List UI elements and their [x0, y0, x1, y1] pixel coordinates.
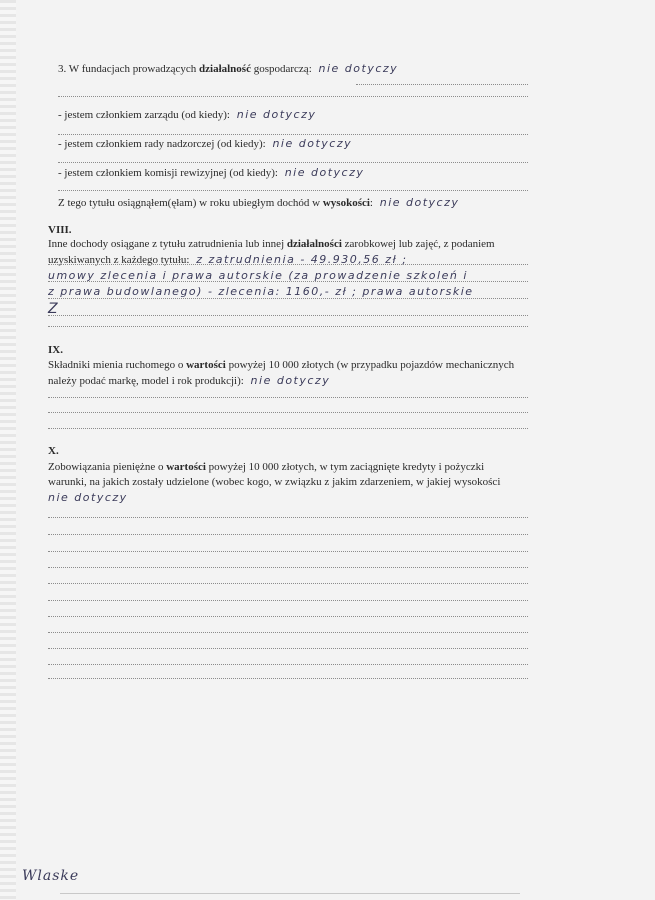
section10-dotline-1 — [48, 517, 528, 518]
section8-heading: VIII. — [48, 224, 72, 236]
section8-line1 — [48, 237, 495, 252]
audit-row — [58, 166, 364, 180]
section8-line2-answer: z zatrudnienia - 49.930,56 zł ; — [196, 253, 408, 266]
section9-dotline-1 — [48, 397, 528, 398]
supervisory-answer: nie dotyczy — [272, 137, 353, 150]
item3-label-bold: działalność — [199, 63, 251, 75]
section9-line2-label: należy podać markę, model i rok produkcji): — [48, 375, 244, 387]
item3-extra-line — [58, 96, 528, 97]
section10-line1-pre: Zobowiązania pieniężne o — [48, 461, 167, 473]
section8-line3-answer: umowy zlecenia i prawa autorskie (za prowadzenie szkoleń i — [48, 269, 468, 282]
income-label-pre: Z tego tytułu osiągnąłem(ęłam) w roku ubiegłym dochód w — [58, 197, 323, 209]
section10-line3 — [48, 490, 128, 506]
audit-label: - jestem członkiem komisji rewizyjnej (od kiedy): — [58, 167, 278, 179]
section10-dotline-7 — [48, 616, 528, 617]
section8-line1-post: zarobkowej lub zajęć, z podaniem — [341, 238, 495, 250]
board-row — [58, 108, 316, 122]
section10-dotline-9 — [48, 648, 528, 649]
section10-dotline-6 — [48, 600, 528, 601]
footer-rule — [60, 893, 520, 894]
board-answer: nie dotyczy — [236, 108, 317, 121]
supervisory-row — [58, 137, 352, 151]
board-extra-line — [58, 134, 528, 135]
signature: Wlaske — [22, 868, 80, 884]
section8-line4-answer: z prawa budowlanego) - zlecenia: 1160,- zł ; prawa autorskie — [48, 285, 474, 298]
section8-line1-pre: Inne dochody osiągane z tytułu zatrudnienia lub innej — [48, 238, 287, 250]
section9-line1-post: powyżej 10 000 złotych (w przypadku pojazdów mechanicznych — [225, 359, 515, 371]
section10-dotline-11 — [48, 678, 528, 679]
section10-dotline-10 — [48, 664, 528, 665]
audit-answer: nie dotyczy — [284, 166, 365, 179]
section8-dotline-2 — [48, 281, 528, 282]
section10-line2: warunki, na jakich zostały udzielone (wobec kogo, w związku z jakim zdarzeniem, w jakiej wysokości — [48, 476, 501, 488]
section9-line1 — [48, 358, 514, 373]
income-label-post: : — [369, 197, 373, 209]
supervisory-extra-line — [58, 162, 528, 163]
item3-row — [58, 62, 398, 76]
item3-label-pre: 3. W fundacjach prowadzących — [58, 63, 200, 75]
section8-dotline-4 — [48, 315, 528, 316]
section10-heading: X. — [48, 445, 59, 457]
section8-dotline-3 — [48, 298, 528, 299]
board-label: - jestem członkiem zarządu (od kiedy): — [58, 109, 230, 121]
section8-dotline-1 — [48, 264, 528, 265]
section8-line2-label: uzyskiwanych z każdego tytułu: — [48, 254, 190, 266]
section10-dotline-2 — [48, 534, 528, 535]
section9-line2 — [48, 373, 330, 389]
section10-line1-post: powyżej 10 000 złotych, w tym zaciągnięte kredyty i pożyczki — [205, 461, 485, 473]
section10-dotline-5 — [48, 583, 528, 584]
section8-dotline-5 — [48, 326, 528, 327]
item3-fill-line — [356, 84, 528, 85]
section10-dotline-8 — [48, 632, 528, 633]
section9-line1-pre: Składniki mienia ruchomego o — [48, 359, 187, 371]
section10-dotline-4 — [48, 567, 528, 568]
audit-extra-line — [58, 190, 528, 191]
income-answer: nie dotyczy — [379, 196, 460, 209]
section8-line5-answer: Z — [48, 301, 60, 317]
section8-line1-bold: działalności — [286, 238, 342, 250]
section9-line2-answer: nie dotyczy — [250, 374, 331, 387]
section9-line1-bold: wartości — [186, 359, 226, 371]
section9-heading: IX. — [48, 344, 63, 356]
income-row — [58, 196, 459, 210]
item3-label-post: gospodarczą: — [250, 63, 312, 75]
section8-line2 — [48, 252, 407, 268]
scan-edge — [0, 0, 16, 900]
item3-answer: nie dotyczy — [318, 62, 399, 75]
section10-line1-bold: wartości — [166, 461, 206, 473]
supervisory-label: - jestem członkiem rady nadzorczej (od kiedy): — [58, 138, 266, 150]
section9-dotline-3 — [48, 428, 528, 429]
section9-dotline-2 — [48, 412, 528, 413]
section10-dotline-3 — [48, 551, 528, 552]
section10-line1 — [48, 460, 484, 475]
income-label-bold: wysokości — [322, 197, 370, 209]
section10-line3-answer: nie dotyczy — [48, 491, 128, 504]
